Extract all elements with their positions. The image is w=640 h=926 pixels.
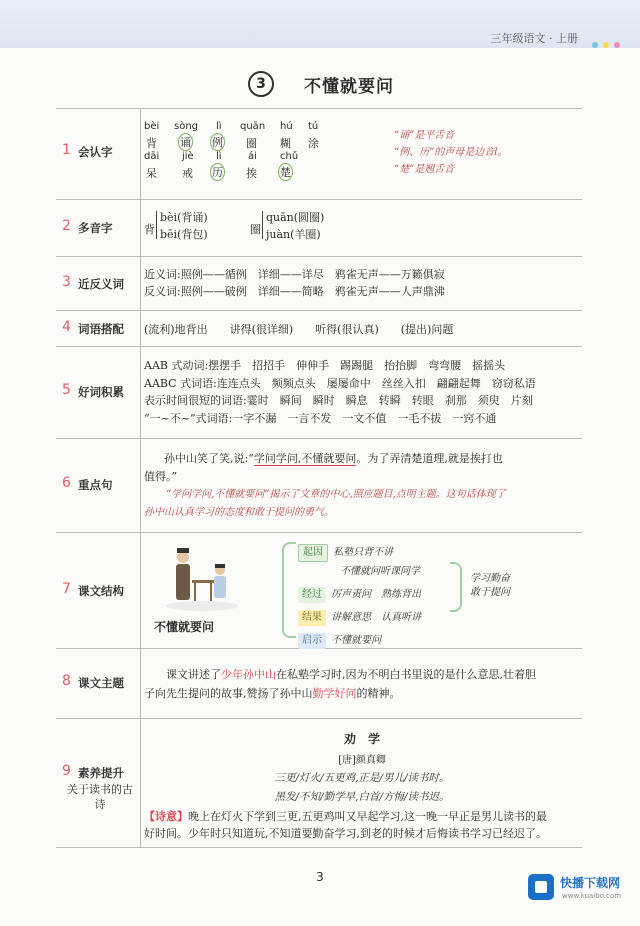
row-poem: 9 素养提升 关于读书的古诗 劝 学 [唐]颜真卿 三更/灯火/五更鸡,正是/男儿/读书时。 黑发/不知/勤学早,白首/方悔/读书迟。 【诗意】晚上在灯火下学到三更,五更鸡叫又早起学习,这一晚一早正是男儿读书的最 好时间。少年时只知道玩,不知道要勤奋学习,到老的时候才后悔读书学习已经迟了。 [56,718,582,848]
char-circled: 楚 [278,163,293,181]
section-label: 好词积累 [78,385,124,399]
row-polyphones: 2 多音字 背 bèi(背诵) bēi(背包) 圈 quān(圆圈) juàn(羊圈) [56,199,582,257]
char-circled: 诵 [178,133,193,151]
section-label: 近反义词 [78,277,124,291]
section-label: 课文结构 [78,584,124,598]
study-table [56,108,582,847]
word-group: AAB 式动词:摆摆手 招招手 伸伸手 踢踢腿 抬抬脚 弯弯腰 摇摇头 [144,359,506,372]
row-collocations [56,310,582,347]
word-group: AABC 式词语:连连点头 频频点头 屡屡命中 丝丝入扣 翩翩起舞 窃窃私语 [144,376,536,390]
section-label: 多音字 [78,221,113,235]
decor-dot [592,42,598,48]
char: 呆 [146,167,157,180]
section-number: 4 [62,319,71,335]
pinyin: ái [248,151,257,162]
stage-tag: 启示 [298,633,326,649]
row-chars [56,109,582,200]
structure-diagram: 不懂就要问 起因 私塾只背不讲 不懂就问听课同学 经过 厉声责问 熟练背出 结果 讲解意思 认真听讲 启示 不懂就要问 学习勤奋 敢于提问 [144,532,574,648]
diagram-caption: 不懂就要问 [154,620,215,634]
char: 圈 [246,137,257,150]
char-circled: 历 [210,163,225,181]
highlight: 勤学好问 [312,687,357,700]
section-number: 7 [62,581,71,597]
pinyin: quān [240,121,266,132]
logo-icon [528,874,554,900]
pinyin: lì [216,121,222,132]
section-label: 素养提升 [78,766,124,780]
pinyin: bèi [144,121,160,132]
header-bar [0,0,640,48]
synonym-line: 近义词:照例——循例 详细——详尽 鸦雀无声——万籁俱寂 [144,268,445,281]
section-number: 2 [62,218,71,234]
pinyin: chǔ [280,151,299,162]
poem-line: 三更/灯火/五更鸡,正是/男儿/读书时。 [274,772,450,784]
section-label: 词语搭配 [78,322,124,336]
lesson-title: 不懂就要问 [304,77,394,97]
word-group: 表示时间很短的词语:霎时 瞬间 瞬时 瞬息 转瞬 转眼 刹那 须臾 片刻 [144,394,533,407]
pinyin: tú [308,121,319,132]
poem-meaning: 【诗意】晚上在灯火下学到三更,五更鸡叫又早起学习,这一晚一早正是男儿读书的最 [144,810,547,823]
section-label: 会认字 [78,145,113,159]
decor-dot [614,42,620,48]
row-structure [56,532,582,649]
char-grid [144,121,364,201]
collocation-line: (流利)地背出 讲得(很详细) 听得(很认真) (提出)问题 [144,323,454,336]
pinyin: lì [216,151,222,162]
poem-author: [唐]颜真卿 [338,755,386,766]
stage-tag: 起因 [298,544,328,562]
poem-line: 黑发/不知/勤学早,白首/方悔/读书迟。 [274,791,450,803]
illustration-teacher-student [162,540,242,612]
row-key-sentence: 6 重点句 孙中山笑了笑,说:“学问学问,不懂就要问。为了弄清楚道理,就是挨打也 值得。” “学问学问,不懂就要问”揭示了文章的中心,照应题目,点明主题。这句话体现了 孙中山认真学习的态度和敢于提问的勇气。 [56,438,582,533]
key-sentence: 孙中山笑了笑,说:“学问学问,不懂就要问。为了弄清楚道理,就是挨打也 [164,452,503,465]
underlined-quote: 学问学问,不懂就要问 [253,452,357,465]
row-good-words [56,346,582,439]
decor-dot [603,42,609,48]
section-label: 课文主题 [78,676,124,690]
char: 涂 [308,137,319,150]
highlight: 少年孙中山 [221,668,276,681]
watermark-name: 快播下载网 [560,876,621,890]
pinyin: dāi [144,151,160,162]
annotation: “学问学问,不懂就要问”揭示了文章的中心,照应题目,点明主题。这句话体现了 [166,489,506,500]
polyphone-char: 背 [144,223,155,236]
antonym-line: 反义词:照例——破例 详细——简略 鸦雀无声——人声鼎沸 [144,285,445,298]
section-number: 3 [62,274,71,290]
word-group: “一~不~”式词语:一字不漏 一言不发 一文不值 一毛不拔 一窍不通 [144,411,497,425]
char-circled: 例 [210,133,225,151]
section-label: 重点句 [78,478,113,492]
char: 戒 [182,167,193,180]
pinyin: sòng [174,121,199,132]
pronunciation-notes: “诵”是平舌音 “例、历”的声母是边音l。 “楚”是翘舌音 [394,130,508,175]
pinyin: hú [280,121,293,132]
book-series: 三年级语文 · 上册 [490,32,578,45]
decor-dots [587,33,620,52]
watermark-url: www.kuaibo.com [562,892,622,900]
char: 背 [146,137,157,150]
row-theme: 8 课文主题 课文讲述了少年孙中山在私塾学习时,因为不明白书里说的是什么意思,壮着胆 子向先生提问的故事,赞扬了孙中山勤学好问的精神。 [56,648,582,719]
lesson-number: 3 [248,71,274,97]
lesson-header [0,66,640,102]
section-number: 9 [62,763,71,779]
char: 挨 [246,167,257,180]
stage-tag: 经过 [298,587,326,603]
section-number: 6 [62,475,71,491]
poem-title: 劝 学 [343,732,380,746]
stage-tag: 结果 [298,610,326,626]
section-number: 5 [62,382,71,398]
row-synonyms [56,256,582,311]
polyphone-char: 圈 [250,223,261,236]
section-sublabel: 关于读书的古诗 [67,783,133,811]
section-number: 1 [62,142,71,158]
pinyin: jiè [182,151,194,162]
section-number: 8 [62,673,71,689]
page-number: 3 [316,870,324,884]
char: 糊 [280,137,291,150]
summary: 学习勤奋 [470,573,510,584]
